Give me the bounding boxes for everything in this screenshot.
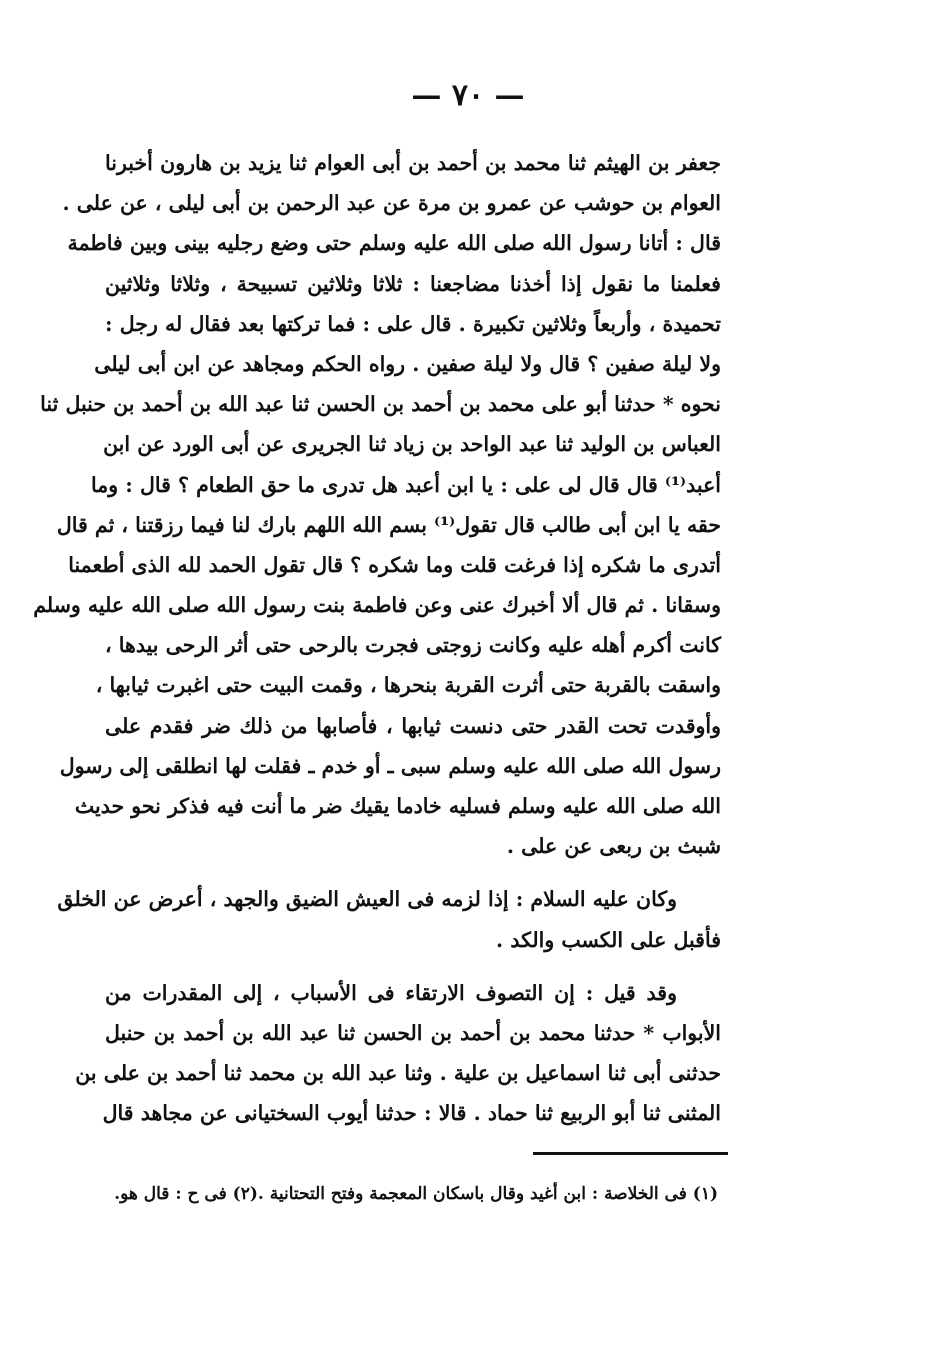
paragraph-gap (105, 960, 721, 973)
text-line: كانت أكرم أهله عليه وكانت زوجتى فجرت بالرحى حتى أثر الرحى بيدها ، (105, 633, 721, 658)
text-line: وأوقدت تحت القدر حتى دنست ثيابها ، فأصابها من ذلك ضر فقدم على (105, 713, 721, 738)
text-line: وقد قيل : إن التصوف الارتقاء فى الأسباب ، إلى المقدرات من (105, 980, 677, 1005)
footnote: (١) فى الخلاصة : ابن أغيد وقال باسكان المعجمة وفتح التحتانية .(٢) فى ح : قال هو. (114, 1184, 718, 1204)
text-line: العباس بن الوليد ثنا عبد الواحد بن زياد ثنا الجريرى عن أبى الورد عن ابن (103, 432, 721, 457)
text-line: نحوه * حدثنا أبو على محمد بن أحمد بن الحسن ثنا عبد الله بن أحمد بن حنبل ثنا (40, 392, 721, 417)
footnote-divider (533, 1152, 728, 1155)
text-line: فعلمنا ما نقول إذا أخذنا مضاجعنا : ثلاثا وثلاثين تسبيحة ، وثلاثا وثلاثين (105, 271, 721, 296)
text-line: أعبد⁽¹⁾ قال قال لى على : يا ابن أعبد هل تدرى ما حق الطعام ؟ قال : وما (91, 472, 721, 497)
text-line: رسول الله صلى الله عليه وسلم سبى ـ أو خدم ـ فقلت لها انطلقى إلى رسول (59, 753, 721, 778)
text-line: قال : أتانا رسول الله صلى الله عليه وسلم حتى وضع رجليه بينى وبين فاطمة (67, 231, 721, 256)
paragraph-gap (105, 866, 721, 879)
page-number: — ٧٠ — (411, 78, 525, 113)
text-line: الأبواب * حدثنا محمد بن أحمد بن الحسن ثنا عبد الله بن أحمد بن حنبل (105, 1020, 721, 1045)
text-line: فأقبل على الكسب والكد . (496, 927, 721, 952)
text-line: العوام بن حوشب عن عمرو بن مرة عن عبد الرحمن بن أبى ليلى ، عن على . (62, 191, 721, 216)
text-line: وسقانا . ثم قال ألا أخبرك عنى وعن فاطمة بنت رسول الله صلى الله عليه وسلم (33, 593, 721, 618)
text-line: شبث بن ربعى عن على . (506, 834, 721, 859)
body-text (33, 143, 721, 1134)
text-line: تحميدة ، وأربعاً وثلاثين تكبيرة . قال على : فما تركتها بعد فقال له رجل : (105, 311, 721, 336)
text-line: حدثنى أبى ثنا اسماعيل بن علية . وثنا عبد الله بن محمد ثنا أحمد بن على بن (75, 1061, 721, 1086)
paragraph-2 (57, 879, 721, 959)
text-line: الله صلى الله عليه وسلم فسليه خادما يقيك ضر ما أنت فيه فذكر نحو حديث (74, 794, 721, 818)
paragraph-3 (75, 973, 721, 1134)
text-line: وكان عليه السلام : إذا لزمه فى العيش الضيق والجهد ، أعرض عن الخلق (57, 887, 677, 912)
text-line: حقه يا ابن أبى طالب قال تقول⁽¹⁾ بسم الله اللهم بارك لنا فيما رزقتنا ، ثم قال (56, 512, 721, 537)
text-line: واسقت بالقربة حتى أثرت القربة بنحرها ، وقمت البيت حتى اغبرت ثيابها ، (95, 673, 721, 698)
text-line: أتدرى ما شكره إذا فرغت قلت وما شكره ؟ قال تقول الحمد لله الذى أطعمنا (68, 552, 721, 577)
text-line: ولا ليلة صفين ؟ قال ولا ليلة صفين . رواه الحكم ومجاهد عن ابن أبى ليلى (94, 351, 721, 376)
text-line: المثنى ثنا أبو الربيع ثنا حماد . قالا : حدثنا أيوب السختيانى عن مجاهد قال (102, 1101, 721, 1126)
paragraph-1 (33, 143, 721, 866)
text-line: جعفر بن الهيثم ثنا محمد بن أحمد بن أبى العوام ثنا يزيد بن هارون أخبرنا (105, 151, 721, 175)
